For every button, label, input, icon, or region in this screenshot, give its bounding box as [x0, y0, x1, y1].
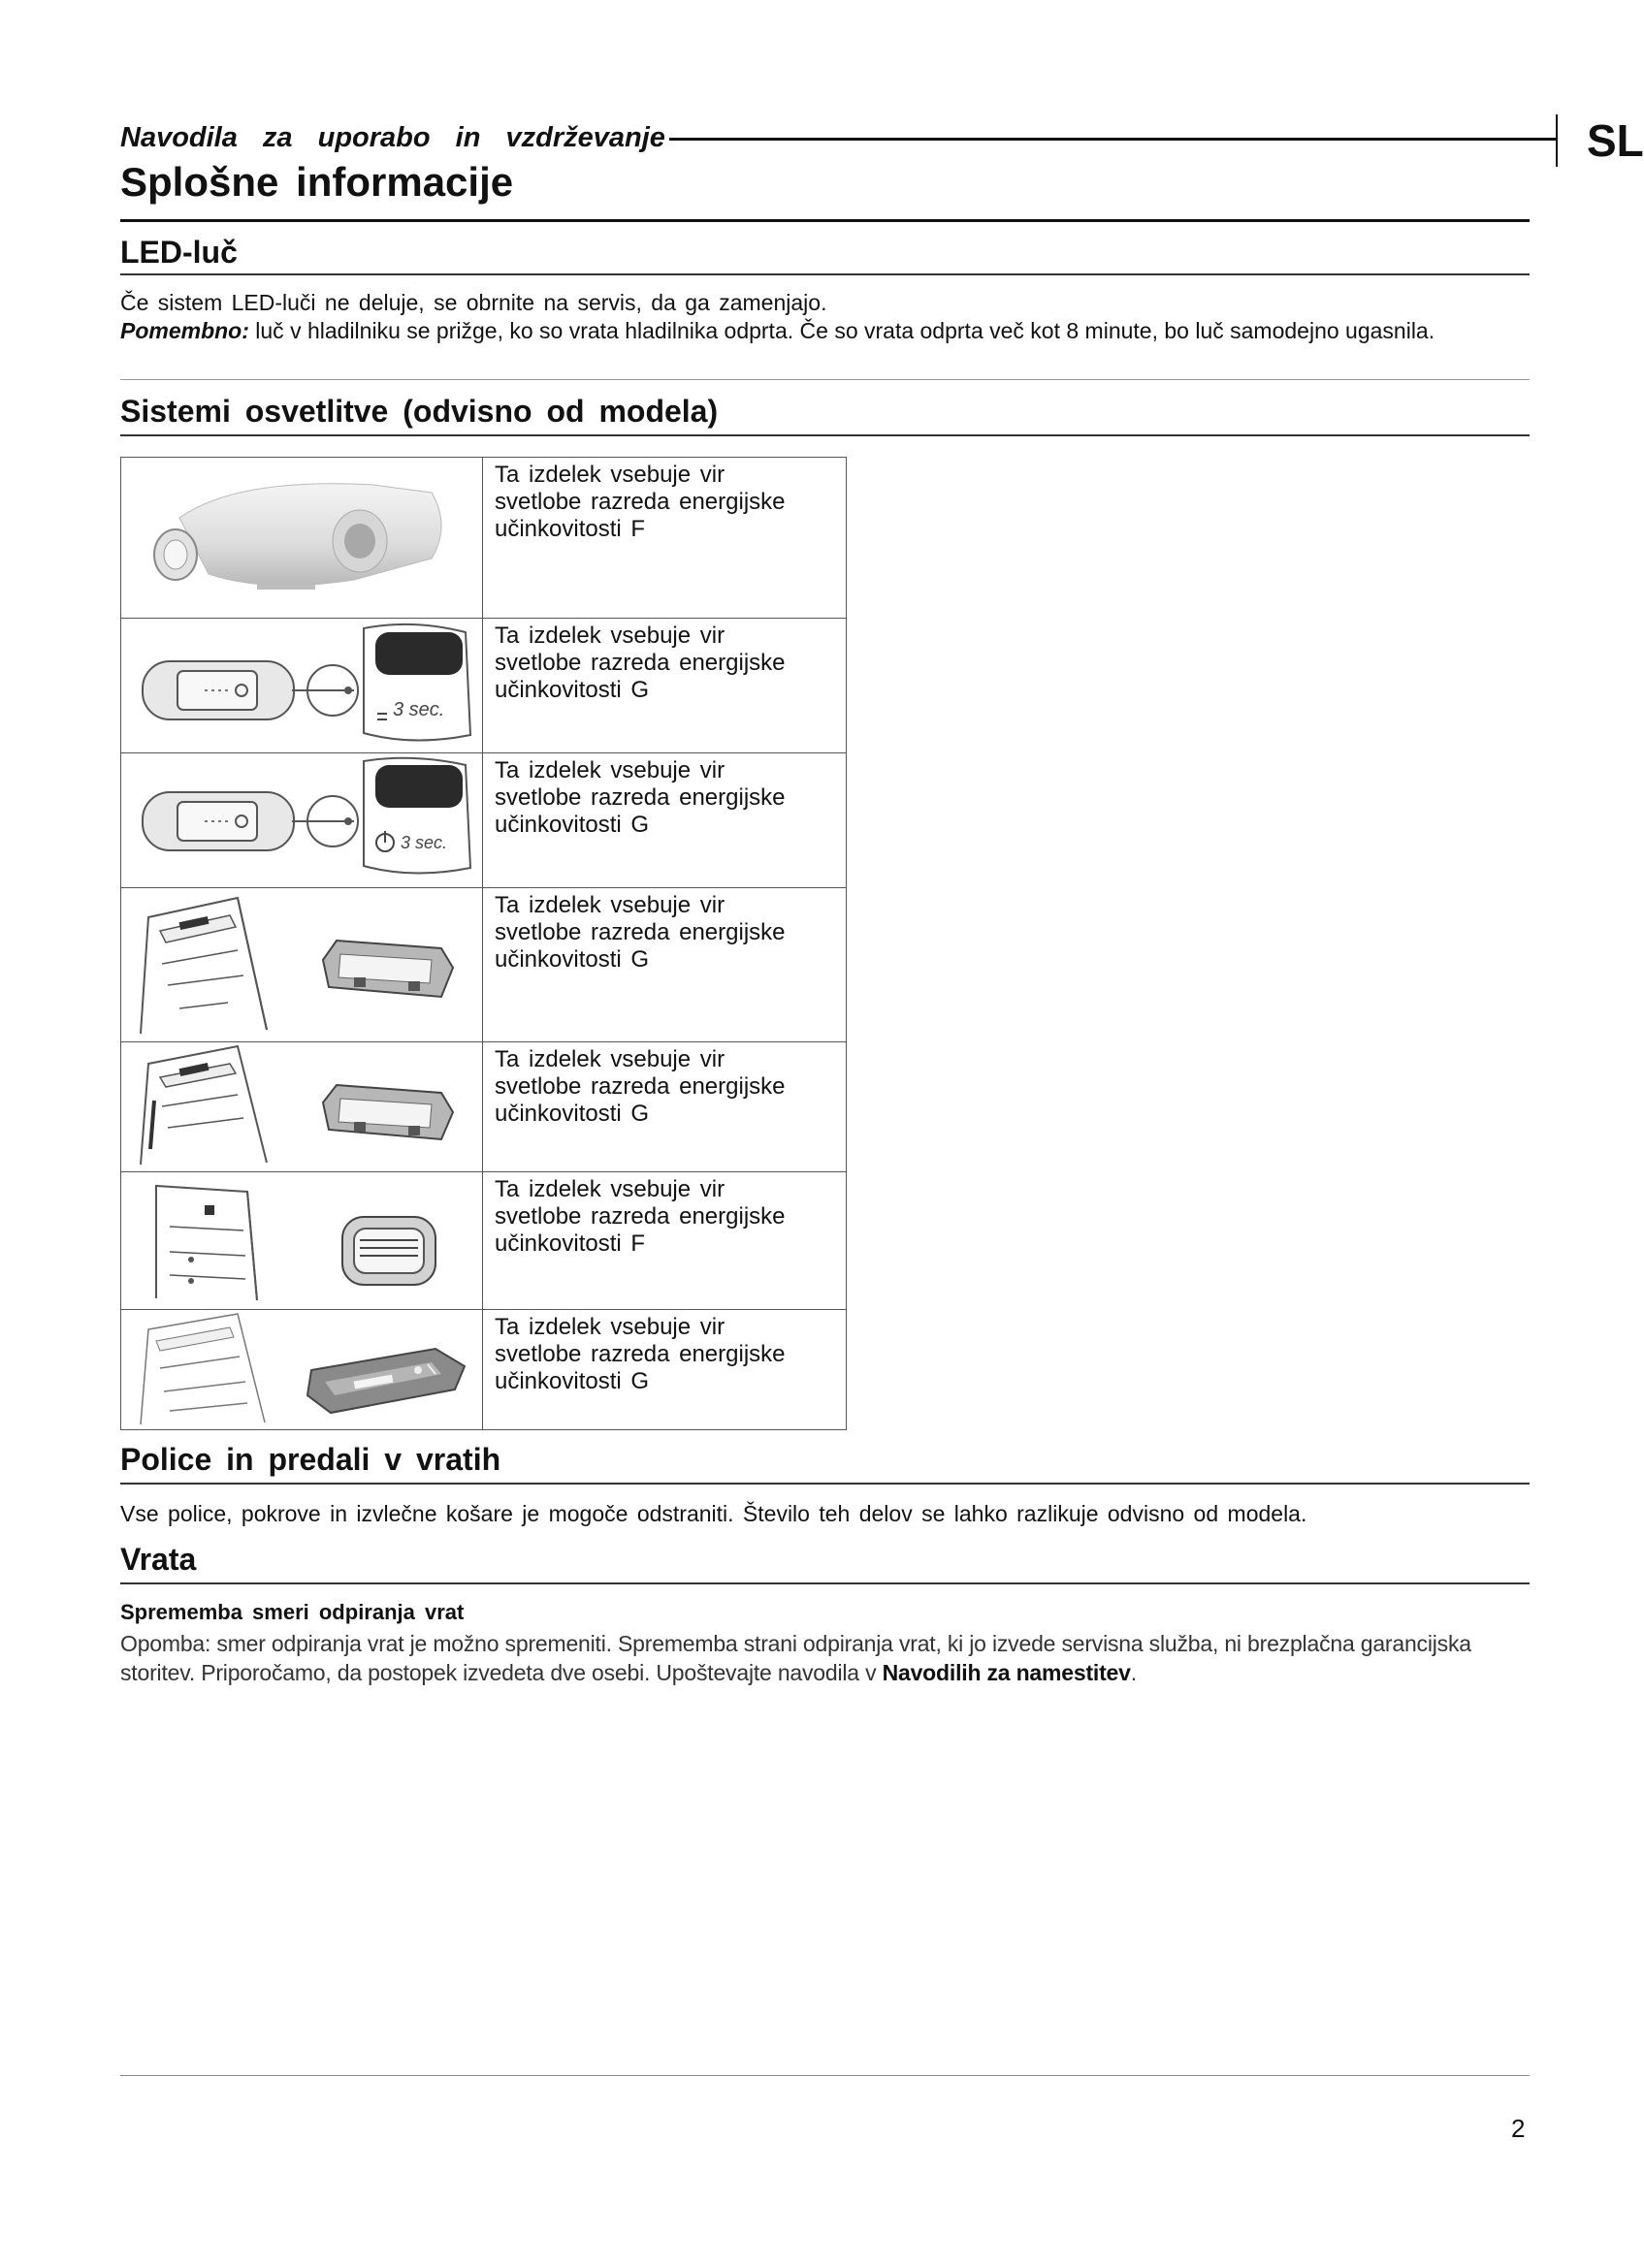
- door-heading: Vrata: [120, 1542, 197, 1577]
- fridge-led-image: [121, 888, 483, 1042]
- lighting-row: [121, 1042, 847, 1172]
- header-rule: [663, 138, 1556, 141]
- shelves-heading: Police in predali v vratih: [120, 1442, 501, 1477]
- text-line: Ta izdelek vsebuje vir: [495, 1046, 725, 1072]
- lighting-text: [483, 1042, 847, 1172]
- text-line: učinkovitosti G: [495, 946, 650, 973]
- lighting-row: [121, 1172, 847, 1310]
- lighting-text: [483, 753, 847, 888]
- text-line: učinkovitosti F: [495, 1230, 646, 1257]
- text-line: učinkovitosti G: [495, 1368, 650, 1394]
- led-bottom-rule: [120, 379, 1530, 380]
- door-note-bold: Navodilih za namestitev: [882, 1660, 1131, 1685]
- text-line: svetlobe razreda energijske: [495, 784, 786, 811]
- header-title: Navodila za uporabo in vzdrževanje: [120, 122, 669, 154]
- lighting-text: [483, 619, 847, 753]
- text-line: učinkovitosti G: [495, 677, 650, 703]
- fridge-led-image: [121, 1172, 483, 1310]
- text-line: svetlobe razreda energijske: [495, 1341, 786, 1367]
- lighting-row: [121, 888, 847, 1042]
- lighting-text: [483, 1310, 847, 1430]
- text-line: svetlobe razreda energijske: [495, 919, 786, 945]
- text-line: Ta izdelek vsebuje vir: [495, 1314, 725, 1340]
- lamp-button-image: [121, 619, 483, 753]
- door-note: [120, 1629, 1529, 1687]
- text-line: svetlobe razreda energijske: [495, 650, 786, 676]
- led-rule: [120, 273, 1530, 275]
- door-rule: [120, 1582, 1530, 1584]
- lamp-image: [121, 458, 483, 619]
- led-line: Če sistem LED-luči ne deluje, se obrnite na servis, da ga zamenjajo.: [120, 290, 827, 315]
- text-line: učinkovitosti G: [495, 812, 650, 838]
- led-text: [120, 289, 1527, 345]
- language-code: SL: [1587, 115, 1644, 166]
- important-label: Pomembno:: [120, 318, 249, 343]
- footer-rule: [120, 2075, 1530, 2076]
- text-line: učinkovitosti F: [495, 516, 646, 542]
- shelves-rule: [120, 1483, 1530, 1485]
- page-number: 2: [1511, 2114, 1526, 2143]
- text-line: Ta izdelek vsebuje vir: [495, 623, 725, 649]
- text-line: svetlobe razreda energijske: [495, 1073, 786, 1100]
- hold-time-label: 3 sec.: [393, 699, 445, 720]
- led-important: [120, 317, 1527, 345]
- important-text: luč v hladilniku se prižge, ko so vrata hladilnika odprta. Če so vrata odprta več kot 8 minute, bo luč samodejno ugasnila.: [248, 318, 1435, 343]
- lighting-text: [483, 888, 847, 1042]
- led-heading: LED-luč: [120, 235, 238, 270]
- lighting-row: [121, 1310, 847, 1430]
- lighting-table: [120, 457, 847, 1430]
- lighting-row: [121, 619, 847, 753]
- lighting-row: [121, 458, 847, 619]
- text-line: Ta izdelek vsebuje vir: [495, 757, 725, 783]
- lamp-button-image: [121, 753, 483, 888]
- hold-time-label: 3 sec.: [401, 833, 448, 852]
- lighting-heading: Sistemi osvetlitve (odvisno od modela): [120, 394, 719, 429]
- door-sub-heading: Sprememba smeri odpiranja vrat: [120, 1600, 465, 1624]
- lighting-text: [483, 1172, 847, 1310]
- door-note-end: .: [1130, 1660, 1137, 1685]
- lighting-rule: [120, 434, 1530, 436]
- text-line: svetlobe razreda energijske: [495, 1203, 786, 1230]
- lighting-text: [483, 458, 847, 619]
- shelves-text: Vse police, pokrove in izvlečne košare je mogoče odstraniti. Število teh delov se lahko razlikuje odvisno od modela.: [120, 1501, 1307, 1526]
- text-line: svetlobe razreda energijske: [495, 489, 786, 515]
- header-divider: [1556, 114, 1558, 167]
- text-line: Ta izdelek vsebuje vir: [495, 462, 725, 488]
- fridge-led-image: [121, 1310, 483, 1430]
- door-note-text: Opomba: smer odpiranja vrat je možno spremeniti. Sprememba strani odpiranja vrat, ki jo izvede servisna služba, ni brezplačna garancijska storitev. Priporočamo, da postopek izvedeta dve osebi. Upoštevajte navodila v: [120, 1631, 1471, 1685]
- title-rule: [120, 219, 1530, 222]
- page-title: Splošne informacije: [120, 159, 514, 205]
- text-line: učinkovitosti G: [495, 1101, 650, 1127]
- fridge-led-image: [121, 1042, 483, 1172]
- lighting-row: [121, 753, 847, 888]
- text-line: Ta izdelek vsebuje vir: [495, 1176, 725, 1202]
- text-line: Ta izdelek vsebuje vir: [495, 892, 725, 918]
